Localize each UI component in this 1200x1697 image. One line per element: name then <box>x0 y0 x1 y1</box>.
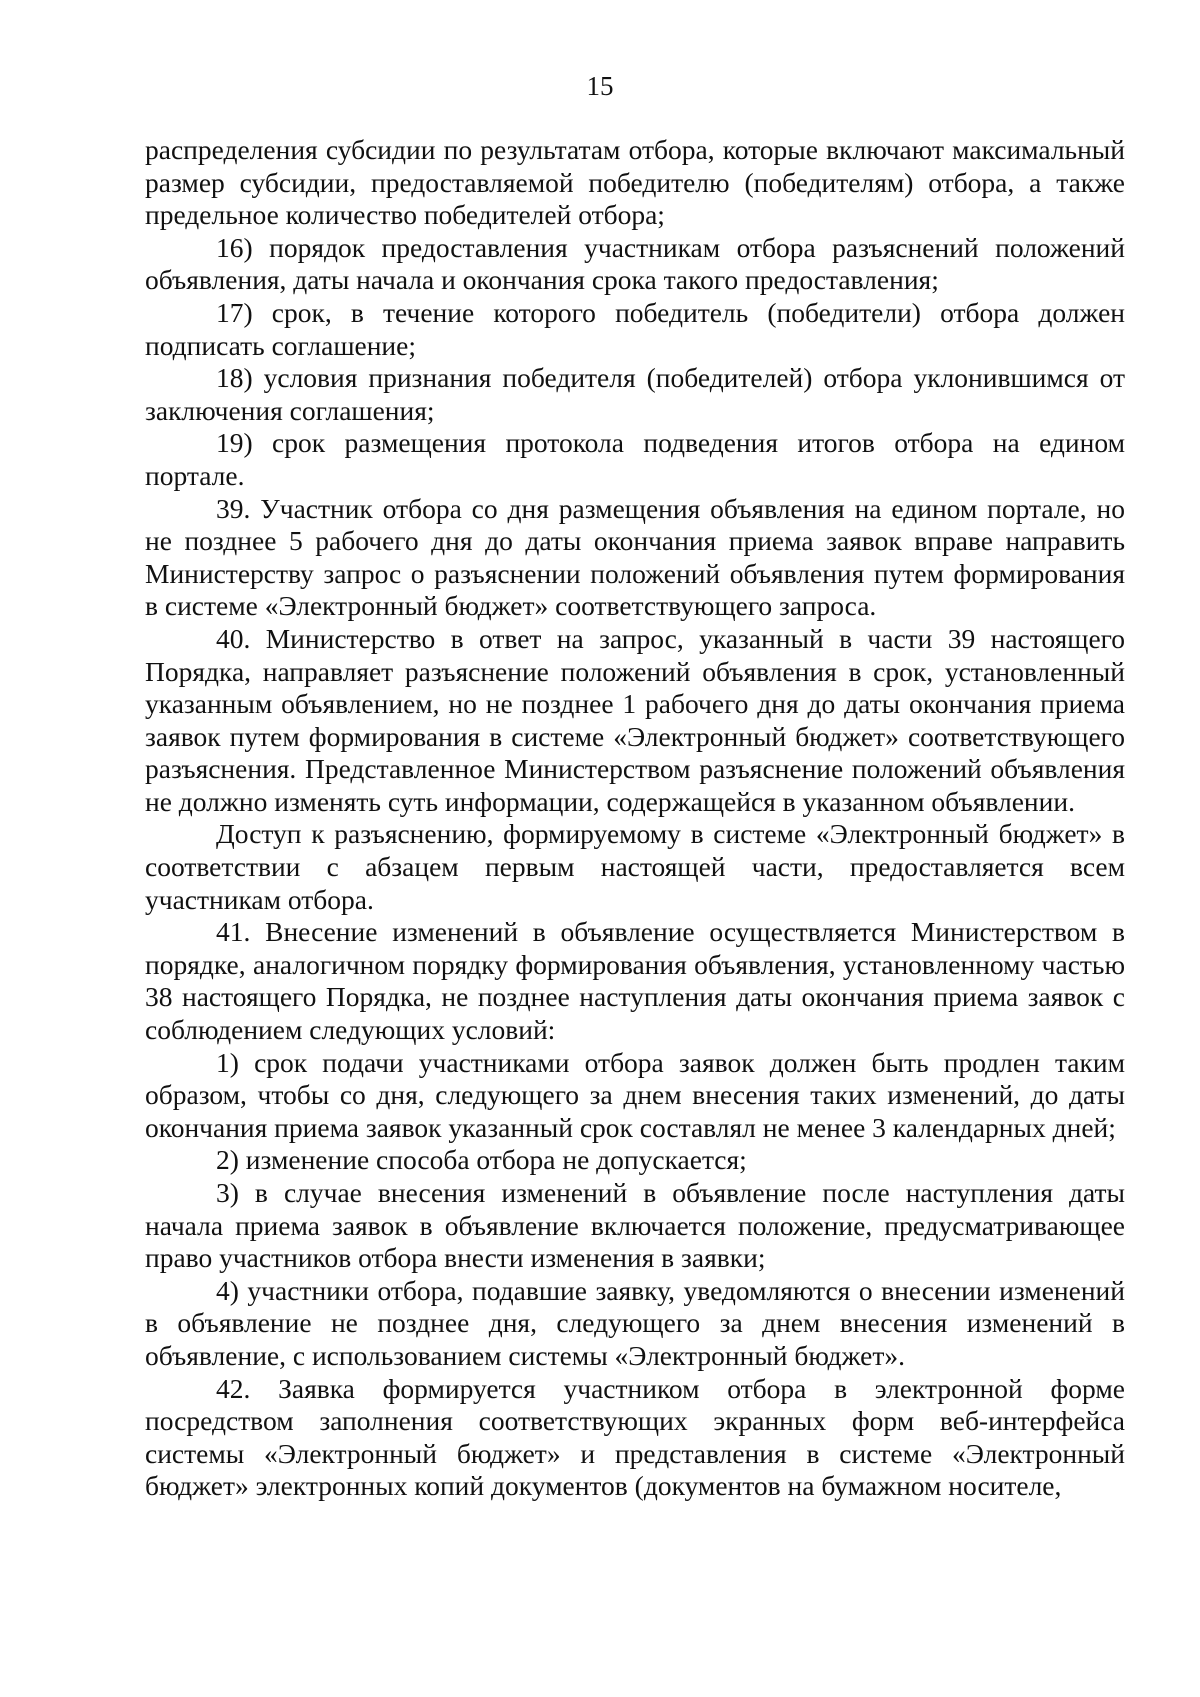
paragraph-section-41: 41. Внесение изменений в объявление осуществляется Министерством в порядке, аналогичном порядку формирования объявления, установленному частью 38 настоящего Порядка, не позднее наступления даты окончания приема заявок с соблюдением следующих условий: <box>145 916 1125 1046</box>
paragraph-condition-2: 2) изменение способа отбора не допускается; <box>216 1144 747 1176</box>
paragraph-item-16: 16) порядок предоставления участникам отбора разъяснений положений объявления, даты начала и окончания срока такого предоставления; <box>145 231 1125 296</box>
document-body <box>145 134 1125 1503</box>
paragraph-access-clarification: Доступ к разъяснению, формируемому в системе «Электронный бюджет» в соответствии с абзацем первым настоящей части, предоставляется всем участникам отбора. <box>145 818 1125 915</box>
paragraph-section-39: 39. Участник отбора со дня размещения объявления на едином портале, но не позднее 5 рабочего дня до даты окончания приема заявок вправе направить Министерству запрос о разъяснении положений объявления путем формирования в системе «Электронный бюджет» соответствующего запроса. <box>145 492 1125 622</box>
paragraph-section-40: 40. Министерство в ответ на запрос, указанный в части 39 настоящего Порядка, направляет разъяснение положений объявления в срок, установленный указанным объявлением, но не позднее 1 рабочего дня до даты окончания приема заявок путем формирования в системе «Электронный бюджет» соответствующего разъяснения. Представленное Министерством разъяснение положений объявления не должно изменять суть информации, содержащейся в указанном объявлении. <box>145 622 1125 817</box>
paragraph-item-17: 17) срок, в течение которого победитель (победители) отбора должен подписать соглашение; <box>145 296 1125 361</box>
paragraph-item-18: 18) условия признания победителя (победителей) отбора уклонившимся от заключения соглашения; <box>145 362 1125 426</box>
page-number: 15 <box>586 71 614 101</box>
paragraph-condition-3: 3) в случае внесения изменений в объявление после наступления даты начала приема заявок в объявление включается положение, предусматривающее право участников отбора внести изменения в заявки; <box>145 1177 1125 1274</box>
paragraph-section-42: 42. Заявка формируется участником отбора в электронной форме посредством заполнения соответствующих экранных форм веб-интерфейса системы «Электронный бюджет» и представления в системе «Электронный бюджет» электронных копий документов (документов на бумажном носителе, <box>145 1372 1125 1502</box>
paragraph-condition-4: 4) участники отбора, подавшие заявку, уведомляются о внесении изменений в объявление не позднее дня, следующего за днем внесения изменений в объявление, с использованием системы «Электронный бюджет». <box>145 1274 1125 1371</box>
paragraph-subsidy-distribution: распределения субсидии по результатам отбора, которые включают максимальный размер субсидии, предоставляемой победителю (победителям) отбора, а также предельное количество победителей отбора; <box>145 134 1125 231</box>
paragraph-item-19: 19) срок размещения протокола подведения итогов отбора на едином портале. <box>145 427 1125 491</box>
paragraph-condition-1: 1) срок подачи участниками отбора заявок должен быть продлен таким образом, чтобы со дня, следующего за днем внесения таких изменений, до даты окончания приема заявок указанный срок составлял не менее 3 календарных дней; <box>145 1046 1125 1143</box>
